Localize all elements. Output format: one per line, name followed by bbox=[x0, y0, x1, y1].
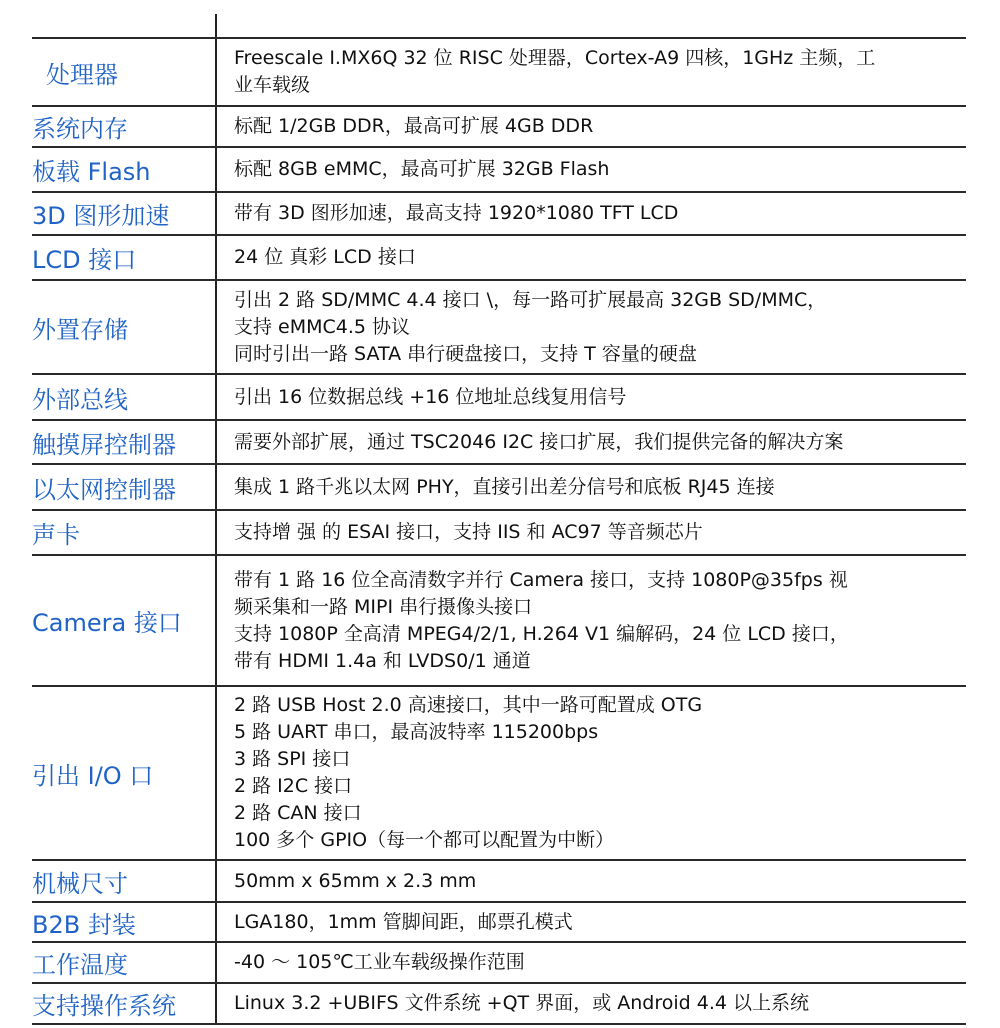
table-row bbox=[32, 281, 966, 375]
row-label bbox=[32, 421, 215, 463]
value-line: LGA180，1mm 管脚间距，邮票孔模式 bbox=[234, 910, 573, 933]
row-label-text: 工作温度 bbox=[32, 951, 128, 979]
value-line: 频采集和一路 MIPI 串行摄像头接口 bbox=[234, 595, 533, 618]
column-divider bbox=[215, 148, 217, 191]
row-label bbox=[32, 148, 215, 191]
table-row bbox=[32, 943, 966, 984]
column-divider bbox=[215, 281, 217, 373]
value-line: 支持增 强 的 ESAI 接口，支持 IIS 和 AC97 等音频芯片 bbox=[234, 521, 703, 543]
row-label-text: 板载 Flash bbox=[32, 158, 151, 186]
value-line: 带有 3D 图形加速，最高支持 1920*1080 TFT LCD bbox=[234, 202, 679, 224]
row-value bbox=[234, 556, 966, 685]
row-label-text: Camera 接口 bbox=[32, 609, 182, 637]
value-line: 带有 HDMI 1.4a 和 LVDS0/1 通道 bbox=[234, 649, 531, 672]
row-label bbox=[32, 39, 229, 105]
row-label bbox=[32, 193, 215, 234]
table-row bbox=[32, 148, 966, 193]
row-label bbox=[32, 556, 215, 685]
row-label bbox=[32, 861, 215, 901]
row-label-text: 系统内存 bbox=[32, 115, 128, 143]
row-label-text: 引出 I/O 口 bbox=[32, 761, 154, 790]
table-row bbox=[32, 37, 966, 107]
row-value bbox=[234, 984, 966, 1023]
value-line: 3 路 SPI 接口 bbox=[234, 748, 351, 770]
value-line: 引出 16 位数据总线 +16 位地址总线复用信号 bbox=[234, 385, 627, 408]
row-label bbox=[32, 281, 215, 373]
row-label-text: 支持操作系统 bbox=[32, 992, 176, 1020]
value-line: -40 ～ 105℃工业车载级操作范围 bbox=[234, 951, 525, 973]
row-label-text: 外置存储 bbox=[32, 315, 128, 344]
value-line: 24 位 真彩 LCD 接口 bbox=[234, 246, 416, 268]
row-value bbox=[234, 193, 966, 234]
row-value bbox=[234, 421, 966, 463]
table-row bbox=[32, 193, 966, 236]
value-line: 需要外部扩展，通过 TSC2046 I2C 接口扩展，我们提供完备的解决方案 bbox=[234, 430, 844, 453]
column-divider bbox=[215, 861, 217, 901]
table-row bbox=[32, 236, 966, 281]
row-label-text: 声卡 bbox=[32, 521, 80, 549]
value-line: 集成 1 路千兆以太网 PHY，直接引出差分信号和底板 RJ45 连接 bbox=[234, 475, 775, 498]
value-line: 2 路 I2C 接口 bbox=[234, 775, 353, 797]
row-label bbox=[32, 236, 215, 279]
table-row bbox=[32, 375, 966, 421]
table-row bbox=[32, 465, 966, 511]
value-line: 业车载级 bbox=[234, 74, 311, 96]
table-row bbox=[32, 107, 966, 148]
value-line: 5 路 UART 串口，最高波特率 115200bps bbox=[234, 721, 599, 743]
row-value bbox=[234, 39, 966, 105]
row-label-text: 外部总线 bbox=[32, 385, 128, 414]
row-label-text: 触摸屏控制器 bbox=[32, 430, 176, 459]
value-line: 50mm x 65mm x 2.3 mm bbox=[234, 869, 477, 892]
column-divider bbox=[215, 375, 217, 419]
value-line: 支持 1080P 全高清 MPEG4/2/1, H.264 V1 编解码，24 位 LCD 接口， bbox=[234, 622, 849, 645]
row-label-text: 机械尺寸 bbox=[32, 869, 128, 898]
row-value bbox=[234, 511, 966, 554]
row-label bbox=[32, 984, 215, 1023]
column-divider bbox=[215, 556, 217, 685]
row-label-text: 以太网控制器 bbox=[32, 475, 176, 504]
table-row bbox=[32, 984, 966, 1025]
value-line: 2 路 CAN 接口 bbox=[234, 802, 362, 824]
value-line: 同时引出一路 SATA 串行硬盘接口，支持 T 容量的硬盘 bbox=[234, 342, 697, 365]
value-line: 标配 8GB eMMC，最高可扩展 32GB Flash bbox=[234, 158, 610, 180]
row-value bbox=[234, 943, 966, 982]
row-label-text: 处理器 bbox=[46, 60, 118, 89]
value-line: 2 路 USB Host 2.0 高速接口，其中一路可配置成 OTG bbox=[234, 694, 703, 716]
row-label bbox=[32, 943, 215, 982]
row-label bbox=[32, 375, 215, 419]
column-divider bbox=[215, 903, 217, 941]
column-divider bbox=[215, 107, 217, 146]
row-value bbox=[234, 375, 966, 419]
row-label bbox=[32, 107, 215, 146]
table-row bbox=[32, 556, 966, 687]
column-divider bbox=[215, 421, 217, 463]
table-row bbox=[32, 903, 966, 943]
row-label bbox=[32, 903, 215, 941]
column-divider bbox=[215, 984, 217, 1023]
column-divider bbox=[215, 687, 217, 859]
row-label-text: B2B 封装 bbox=[32, 910, 136, 939]
value-line: 引出 2 路 SD/MMC 4.4 接口 \，每一路可扩展最高 32GB SD/MMC， bbox=[234, 288, 827, 311]
column-divider bbox=[215, 465, 217, 509]
table-top-divider-stub bbox=[215, 14, 217, 38]
row-value bbox=[234, 148, 966, 191]
table-row bbox=[32, 511, 966, 556]
row-value bbox=[234, 107, 966, 146]
table-row bbox=[32, 861, 966, 903]
column-divider bbox=[215, 193, 217, 234]
row-value bbox=[234, 465, 966, 509]
row-value bbox=[234, 861, 966, 901]
row-label-text: 3D 图形加速 bbox=[32, 202, 170, 230]
row-label bbox=[32, 465, 215, 509]
value-line: 标配 1/2GB DDR，最高可扩展 4GB DDR bbox=[234, 115, 594, 137]
column-divider bbox=[215, 511, 217, 554]
row-label bbox=[32, 687, 215, 859]
column-divider bbox=[215, 236, 217, 279]
row-value bbox=[234, 903, 966, 941]
value-line: 支持 eMMC4.5 协议 bbox=[234, 315, 411, 338]
value-line: Freescale I.MX6Q 32 位 RISC 处理器，Cortex-A9 四核，1GHz 主频，工 bbox=[234, 47, 876, 69]
row-label bbox=[32, 511, 215, 554]
row-value bbox=[234, 281, 966, 373]
row-label-text: LCD 接口 bbox=[32, 246, 137, 274]
column-divider bbox=[215, 39, 217, 105]
table-row bbox=[32, 421, 966, 465]
row-value bbox=[234, 236, 966, 279]
value-line: 带有 1 路 16 位全高清数字并行 Camera 接口，支持 1080P@35fps 视 bbox=[234, 568, 848, 591]
column-divider bbox=[215, 943, 217, 982]
table-row bbox=[32, 687, 966, 861]
row-value bbox=[234, 687, 966, 859]
value-line: Linux 3.2 +UBIFS 文件系统 +QT 界面，或 Android 4.4 以上系统 bbox=[234, 992, 810, 1014]
value-line: 100 多个 GPIO（每一个都可以配置为中断） bbox=[234, 829, 615, 851]
